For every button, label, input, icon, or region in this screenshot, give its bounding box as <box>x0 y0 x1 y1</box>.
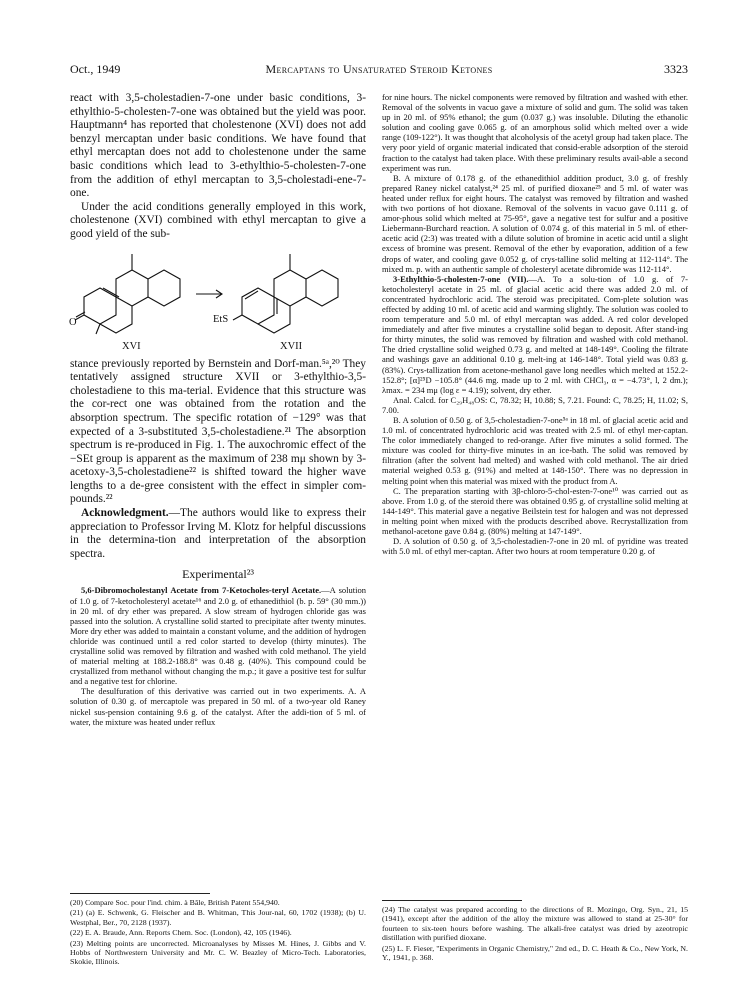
ethylthio-section-body: —A. To a solu-tion of 1.0 g. of 7-ketocholesteryl acetate in 25 ml. of glacial acetic acid there was added 2.0 ml. of concentrated hydrochloric acid. The steroid was precipitated. Com-plete solution was effected by adding 10 ml. of acetic acid and warming slightly. The solution was cooled to room temperature and 5.0 ml. of ethyl mercaptan was added. A red color developed immediately and after five minutes a crystalline solid began to deposit. After stand-ing for thirty minutes, the solid was removed by filtration and washed with cold methanol. The dried crystalline solid weighed 0.73 g. and melted at 148-149°. Cooling the filtrate and washings gave an additional 0.10 g. melt-ing at 146-148°. Total yield was 0.83 g. (83%). Crys-tallization from acetone-methanol gave long needles which melted at 152.2-152.8°; [α]²⁵D −105.8° (44.6 mg. made up to 2 ml. with CHCl₃, α = −4.73°, l, 2 dm.); λmax. = 234 mμ (log ε = 4.19); solvent, dry ether. <box>382 273 688 395</box>
issue-date: Oct., 1949 <box>70 62 121 76</box>
left-paragraph-3: stance previously reported by Bernstein and Dorf-man.⁵ᵃ,²⁰ They tentatively assigned structure XVII or 3-ethylthio-3,5-cholestadiene to this ma-terial. Evidence that this structure was the cor-rect one was obtained from the rotation and the absorption spectrum. The specific rotation of −129° was that expected of a 3-substituted 3,5-cholestadiene.²¹ The absorption spectrum is re-produced in Fig. 1. The auxochromic effect of the −SEt group is apparent as the maximum of 238 mμ shown by 3-acetoxy-3,5-cholestadiene²² is shifted toward the higher wave lengths to a de-gree consistent with the effect in simpler com-pounds.²² <box>70 357 366 506</box>
compound-label-xvi: XVI <box>122 340 141 352</box>
left-column <box>70 92 366 727</box>
experimental-paragraph-2: The desulfuration of this derivative was carried out in two experiments. A. A solution of 0.30 g. of mercaptole was prepared in 50 ml. of a two-year old Raney nickel sus-pension containing 9.6 g. of the catalyst. After the addi-tion of 5 ml. of water, the mixture was heated under reflux <box>70 686 366 727</box>
footnote-24: (24) The catalyst was prepared according to the directions of R. Mozingo, Org. Syn., 21, 15 (1941), except after the addition of the alloy the mixture was allowed to stand at 25-30° for fourteen to six-teen hours before washing. The alkali-free catalyst was dried by azeotropic distillation with purified dioxane. <box>382 905 688 943</box>
reaction-scheme <box>70 244 366 356</box>
reaction-arrow <box>196 290 222 298</box>
ethylthio-label: EtS <box>213 313 229 325</box>
running-header <box>70 62 688 78</box>
left-paragraph-2: Under the acid conditions generally employed in this work, cholestenone (XVI) combined with ethyl mercaptan to give a good yield of the sub- <box>70 200 366 240</box>
acknowledgment-title: Acknowledgment. <box>81 507 169 520</box>
left-paragraph-1: react with 3,5-cholestadien-7-one under basic conditions, 3-ethylthio-5-cholesten-7-one was obtained but the yield was poor. Hauptmann⁴ has reported that cholestenone (XVI) does not add benzyl mercaptan under basic conditions. We have found that ethyl mercaptan does not add to cholestenone under the same basic conditions which lead to 3-ethylthio-5-cholesten-7-one from the addition of ethyl mercaptan to 3,5-cholestadi-ene-7-one. <box>70 92 366 200</box>
analysis-line: Anal. Calcd. for C₂₉H₄₈OS: C, 78.32; H, 10.88; S, 7.21. Found: C, 78.25; H, 11.02; S, 7.00. <box>382 394 688 415</box>
structure-xvi <box>75 254 180 334</box>
experimental-heading: Experimental²³ <box>182 567 254 582</box>
footnote-22: (22) E. A. Braude, Ann. Reports Chem. Soc. (London), 42, 105 (1946). <box>70 928 292 938</box>
reaction-scheme-drawing <box>70 244 366 356</box>
running-title: Mercaptans to Unsaturated Steroid Ketones <box>265 62 493 76</box>
footnote-23: (23) Melting points are uncorrected. Microanalyses by Misses M. Hines, J. Gibbs and V. Hobbs of Northwestern University and Mr. C. W. Beazley of Micro-Tech. Laboratories, Skokie, Illinois. <box>70 938 366 967</box>
right-paragraph-5: B. A solution of 0.50 g. of 3,5-cholestadien-7-one⁵ᵃ in 18 ml. of glacial acetic acid and 1.0 ml. of concentrated hydrochloric acid was treated with 2.5 ml. of ethyl mer-captan. The color immediately changed to red-orange. After five minutes a solid formed. The mixture was cooled for thirty-five minutes in an ice-bath. The solid was removed by filtration (after the solvent had melted) and washed with cold methanol. The air dried material weighed 0.53 g. (91%) and melted at 148-150°. There was no depression in melting point when this material was mixed with the product from A. <box>382 415 688 486</box>
right-paragraph-6: C. The preparation starting with 3β-chloro-5-chol-esten-7-one¹⁰ was carried out as above. From 1.0 g. of the steroid there was obtained 0.95 g. of crystalline solid melting at 144-149°. This material gave a negative Beilstein test for halogen and was not depressed in melting point when mixed with the products described above. Recrystallization from methanol-acetone gave 0.84 g. (80%) melting at 147-149°. <box>382 485 688 537</box>
right-paragraph-3 <box>382 274 688 395</box>
right-paragraph-2: B. A mixture of 0.178 g. of the ethanedithiol addition product, 3.0 g. of freshly prepared Raney nickel catalyst,²⁴ 25 ml. of purified dioxane²⁵ and 5 ml. of water was heated under reflux for eight hours. The catalyst was removed by filtration and washed with two portions of hot dioxane. Removal of the solvents in vacuo gave 0.111 g. of amor-phous solid which melted at 75-95°, gave a negative test for sulfur and a positive Liebermann-Burchard reaction. A solution of 0.074 g. of this material in 5 ml. of ether-acetic acid (2:3) was treated with a dilute solution of bromine in acetic acid until a slight excess of bromine was present. Removal of the ether by evaporation, addition of a few drops of water, and cooling gave 0.052 g. of crys-talline solid melting at 112-114°. The mixed m. p. with an authentic sample of cholesteryl acetate dibromide was 112-114°. <box>382 172 688 274</box>
acknowledgment <box>70 507 366 561</box>
footnotes-right <box>382 905 688 963</box>
ethylthio-section-title: 3-Ethylthio-5-cholesten-7-one (VII). <box>393 273 529 284</box>
footnotes-left <box>70 898 366 968</box>
footnote-rule-right <box>382 900 522 901</box>
compound-label-xvii: XVII <box>280 340 303 352</box>
footnote-25: (25) L. F. Fieser, "Experiments in Organic Chemistry," 2nd ed., D. C. Heath & Co., New York, N. Y., 1941, p. 368. <box>382 943 688 963</box>
experimental-1-title: 5,6-Dibromocholestanyl Acetate from 7-Ketocholes-teryl Acetate. <box>81 585 322 596</box>
right-paragraph-7: D. A solution of 0.50 g. of 3,5-cholestadien-7-one in 20 ml. of pyridine was treated with 5.0 ml. of ethyl mer-captan. After two hours at room temperature 0.20 g. of <box>382 536 688 557</box>
footnote-20: (20) Compare Soc. pour l'ind. chim. à Bâle, British Patent 554,940. <box>70 898 280 907</box>
experimental-1-body: —A solution of 1.0 g. of 7-ketocholesteryl acetate¹⁶ and 2.0 g. of ethanedithiol (b. p. 59° (30 mm.)) in 20 ml. of dry ether was prepared. A slow stream of hydrogen chloride gas was passed into the solution. A crystalline solid started to precipitate after twenty minutes. More dry ether was added to maintain a constant volume, and the addition of hydrogen chloride was continued until a red color started to develop (thirty minutes). The crystalline solid was removed by filtration and washed with cold methanol. The yield of material melting at 188.2-188.8° was 0.48 g. (40%). This compound could be crystallized from methanol without changing the m.p.; it gave a positive test for sulfur and a negative test for chlorine. <box>70 585 366 687</box>
footnote-21: (21) (a) E. Schwenk, G. Fleischer and B. Whitman, This Jour-nal, 60, 1702 (1938); (b) U. Westphal, Ber., 70, 2128 (1937). <box>70 908 366 927</box>
carbonyl-oxygen-label: O <box>69 316 77 328</box>
acknowledgment-body: —The authors would like to express their appreciation to Professor Irving M. Klotz for helpful discussions in the determina-tion and interpretation of the absorption spectra. <box>70 507 366 560</box>
right-paragraph-1: for nine hours. The nickel components were removed by filtration and washed with ether. Removal of the solvents in vacuo gave a mixture of solid and gum. The solid was taken up in 20 ml. of 95% ethanol; the gum (0.037 g.) was insoluble. Diluting the ethanolic solution and cooling gave 0.065 g. of an amorphous solid which melted over a wide range (109-122°). It was thought that alcoholysis of the acetyl group had taken place. The very poor yield of organic material indicated that consid-erable adsorption of the steroid fraction to the catalyst had taken place. With these preliminary results avail-able a second experiment was run. <box>382 92 688 173</box>
structure-xvii <box>233 254 338 333</box>
right-column <box>382 92 688 556</box>
footnote-rule-left <box>70 893 210 894</box>
experimental-paragraph-1 <box>70 585 366 686</box>
page-number: 3323 <box>664 62 688 76</box>
